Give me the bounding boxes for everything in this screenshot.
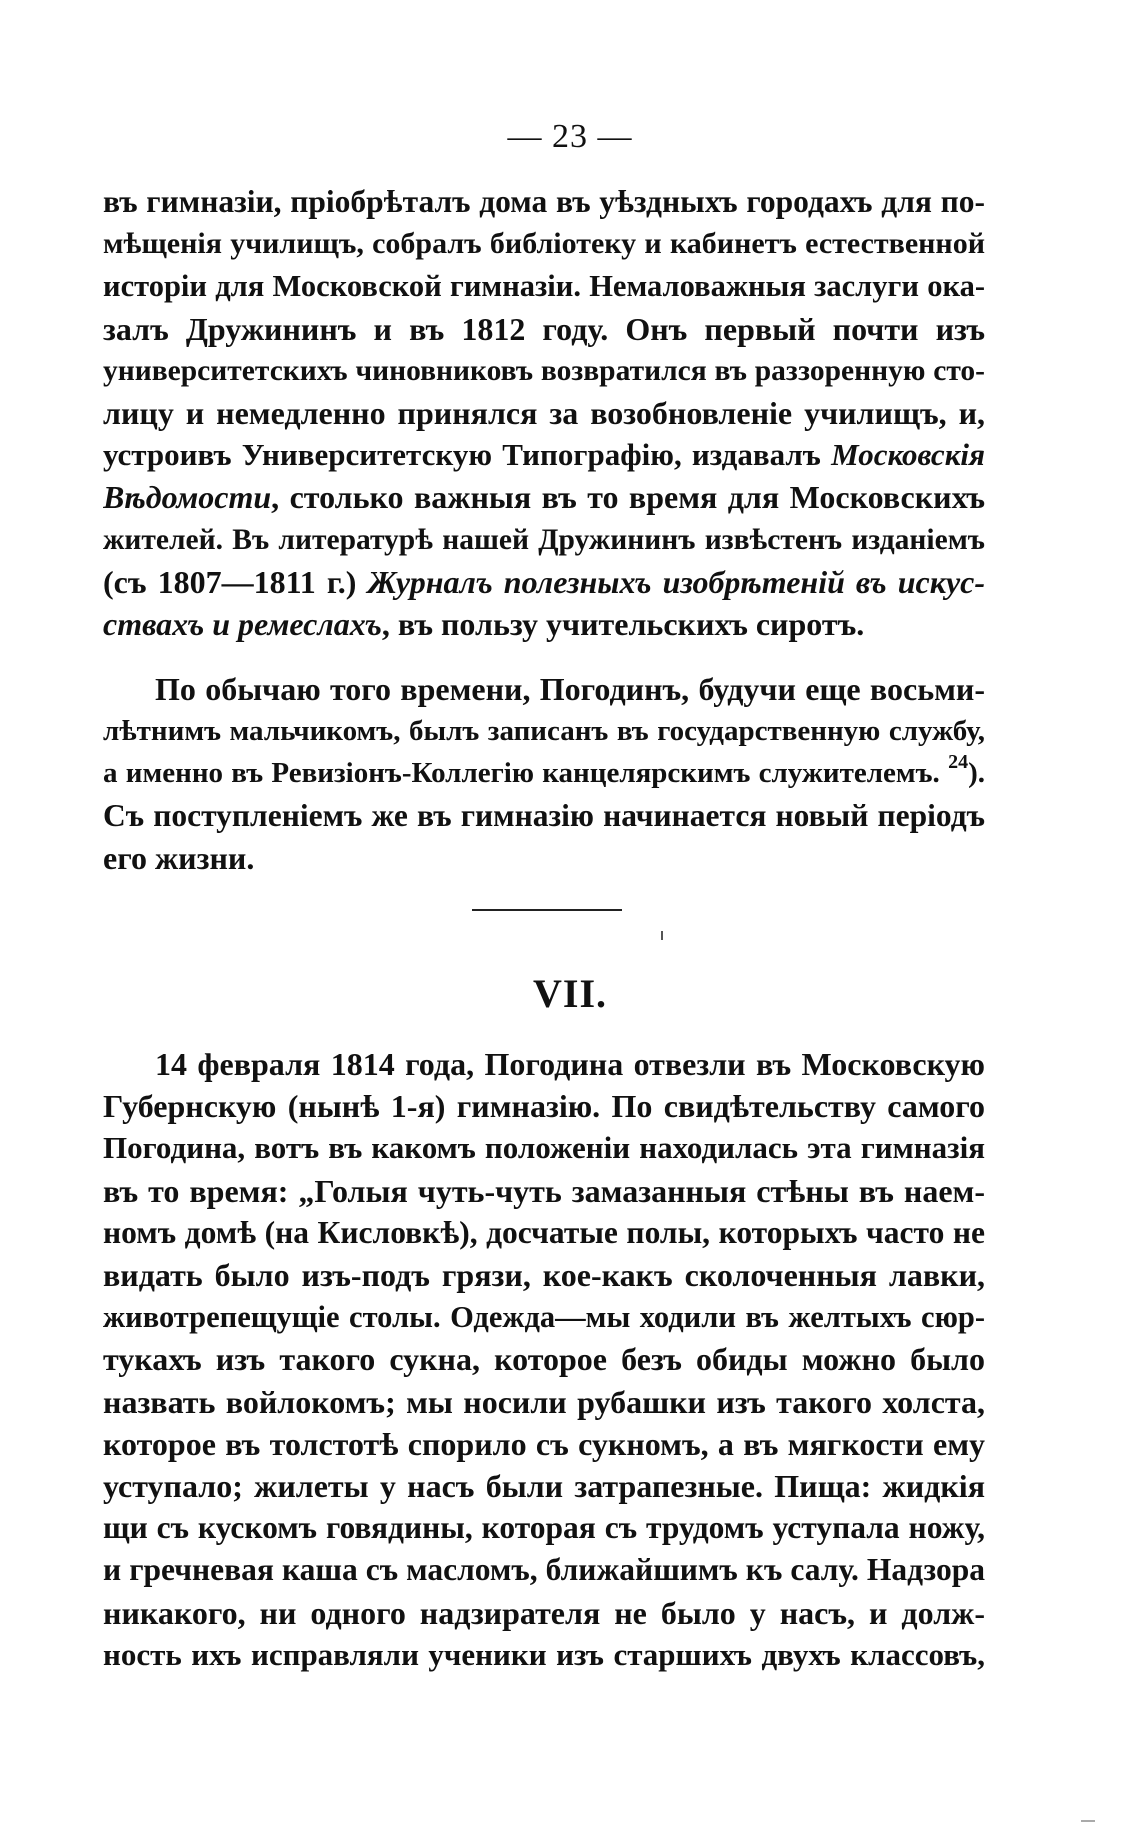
text-line: лѣтнимъ мальчикомъ, былъ записанъ въ государственную службу, — [103, 715, 985, 748]
text-line — [103, 476, 985, 518]
text-line: и гречневая каша съ масломъ, ближайшимъ къ салу. Надзора — [103, 1552, 985, 1588]
text-line: По обычаю того времени, Погодинъ, будучи еще восьми- — [155, 671, 985, 707]
footnote-marker: 24 — [948, 752, 969, 774]
text-run: устроивъ Университетскую Типографію, издавалъ — [103, 437, 832, 473]
text-line: Губернскую (нынѣ 1-я) гимназію. По свидѣтельству самого — [103, 1088, 985, 1125]
section-heading: VII. — [532, 971, 608, 1016]
text-line: тукахъ изъ такого сукна, которое безъ обиды можно было — [103, 1341, 985, 1378]
paragraph-pogodin-service — [103, 668, 985, 879]
italic-title: Журналъ полезныхъ изобрѣтеній въ искус- — [367, 563, 985, 600]
text-line: залъ Дружининъ и въ 1812 году. Онъ первый почти изъ — [103, 310, 985, 347]
print-speck — [661, 931, 663, 940]
text-run: а именно въ Ревизіонъ-Коллегію канцелярскимъ служителемъ. — [103, 757, 949, 790]
text-line: жителей. Въ литературѣ нашей Дружининъ извѣстенъ изданіемъ — [103, 523, 985, 556]
text-line: номъ домѣ (на Кисловкѣ), досчатые полы, которыхъ часто не — [103, 1214, 985, 1250]
text-line: которое въ толстотѣ спорило съ сукномъ, а въ мягкости ему — [103, 1425, 985, 1462]
paragraph-druzhinin — [103, 181, 985, 645]
text-line: его жизни. — [103, 839, 255, 876]
text-run: , столько важныя въ то время для Московскихъ — [271, 479, 985, 516]
text-line: назвать войлокомъ; мы носили рубашки изъ такого холста, — [103, 1383, 985, 1420]
text-line: университетскихъ чиновниковъ возвратился въ раззоренную сто- — [103, 354, 985, 387]
print-speck — [1081, 1820, 1095, 1822]
text-line: животрепещущіе столы. Одежда—мы ходили въ желтыхъ сюр- — [103, 1300, 985, 1335]
text-run: , въ пользу учительскихъ сиротъ. — [381, 606, 865, 643]
italic-title: Вѣдомости — [103, 479, 272, 516]
text-line: Погодина, вотъ въ какомъ положеніи находилась эта гимназія — [103, 1130, 985, 1166]
text-line: щи съ кускомъ говядины, которая съ трудомъ уступала ножу, — [103, 1510, 985, 1546]
italic-title: ствахъ и ремеслахъ — [103, 606, 382, 643]
text-run: (съ 1807—1811 г.) — [103, 563, 368, 600]
text-line — [103, 752, 985, 794]
text-line: въ гимназіи, пріобрѣталъ дома въ уѣздныхъ городахъ для по- — [103, 184, 985, 219]
paragraph-gymnasium — [103, 1043, 985, 1676]
section-divider — [472, 909, 622, 911]
text-line: никакого, ни одного надзирателя не было у насъ, и долж- — [103, 1594, 985, 1631]
text-line: уступало; жилеты у насъ были затрапезные. Пища: жидкія — [103, 1468, 985, 1505]
text-line — [103, 434, 985, 476]
text-line — [103, 561, 985, 603]
text-line: видать было изъ-подъ грязи, кое-какъ сколоченныя лавки, — [103, 1257, 985, 1294]
text-line: лицу и немедленно принялся за возобновленіе училищъ, и, — [103, 395, 985, 432]
text-line: Съ поступленіемъ же въ гимназію начинается новый періодъ — [103, 797, 985, 833]
italic-title: Московскія — [831, 437, 985, 473]
text-line: ность ихъ исправляли ученики изъ старшихъ двухъ классовъ, — [103, 1636, 985, 1672]
text-line — [103, 603, 985, 645]
text-run: ). — [968, 757, 985, 790]
text-line: 14 февраля 1814 года, Погодина отвезли въ Московскую — [155, 1046, 985, 1082]
text-line: исторіи для Московской гимназіи. Немаловажныя заслуги ока- — [103, 269, 985, 304]
text-line: въ то время: „Голыя чуть-чуть замазанныя стѣны въ наем- — [103, 1172, 985, 1209]
page-number: — 23 — — [507, 118, 633, 155]
text-line: мѣщенія училищъ, собралъ библіотеку и кабинетъ естественной — [103, 227, 985, 261]
